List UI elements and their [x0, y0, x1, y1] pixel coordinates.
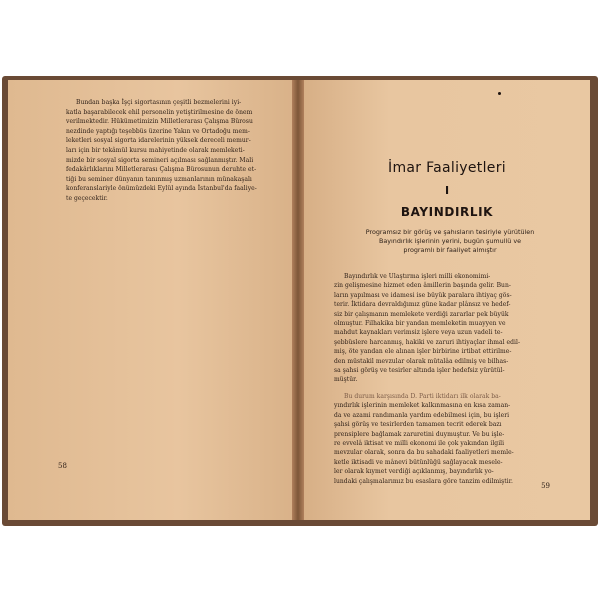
- text-line: leketleri sosyal sigorta idarelerinin yüksek dereceli memur-: [66, 137, 251, 145]
- section-number: I: [444, 184, 450, 197]
- book-spine: [292, 80, 304, 520]
- page-number-left: 58: [58, 462, 67, 470]
- text-line: fedakârlıklarını Milletlerarası Çalışma Bürosunun deruhte et-: [66, 166, 257, 174]
- text-line: verilmektedir. Hükümetimizin Milletlerarası Çalışma Bürosu: [66, 118, 253, 126]
- text-line: mevzular olarak, sonra da bu sahadaki faaliyetleri memle-: [334, 449, 514, 457]
- text-line: Bayındırlık ve Ulaştırma işleri milli ekonomimi-: [344, 273, 491, 280]
- subtitle-line: programlı bir faaliyet almıştır: [403, 246, 497, 254]
- paragraph-gap: [334, 385, 566, 392]
- text-line: ketle iktisadi ve mânevi bütünlüğü sağlayacak mesele-: [334, 458, 503, 466]
- text-line: sa şahsi görüş ve tesirler altında işler hedefsiz yürütül-: [334, 367, 505, 375]
- text-line: lundaki çalışmalarımız bu esaslara göre tanzim edilmiştir.: [334, 477, 513, 485]
- text-line: nezdinde yaptığı teşebbüs üzerine Yakın ve Ortadoğu mem-: [66, 127, 250, 135]
- text-line: zin gelişmesine hizmet eden âmillerin başında gelir. Bun-: [334, 282, 511, 290]
- text-line: Bu durum karşısında D. Parti iktidarı ilk olarak ba-: [344, 392, 501, 400]
- text-line: olmuştur. Filhakika bir yandan memleketin muayyen ve: [334, 320, 506, 328]
- text-line: te geçecektir.: [66, 194, 108, 202]
- left-page: [8, 80, 292, 520]
- text-line: tiği bu seminer dünyanın tanınmış uzmanlarının münakaşalı: [66, 175, 252, 183]
- text-line: terir. İktidara devraldığımız güne kadar plânsız ve hedef-: [334, 301, 511, 309]
- text-line: katla başarabilecek ehil personelin yetiştirilmesine de önem: [66, 108, 253, 116]
- subtitle-line: Bayındırlık işlerinin yerini, bugün şumullü ve: [378, 237, 522, 245]
- text-line: ların yapılması ve idamesi ise büyük paralara ihtiyaç gös-: [334, 291, 512, 299]
- right-page: [304, 80, 590, 520]
- text-line: şahsi görüş ve tesirlerden tamamen tecrit ederek bazı: [334, 421, 502, 429]
- chapter-title: İmar Faaliyetleri: [388, 160, 506, 176]
- page-number-right: 59: [541, 482, 550, 490]
- text-line: şebbüslere harcanmış, hakiki ve zaruri ihtiyaçlar ihmal edil-: [334, 338, 521, 346]
- right-page-text: [334, 272, 566, 486]
- text-line: siz bir çalışmanın memlekete verdiği zararlar pek büyük: [334, 310, 509, 318]
- subtitle-line: Programsız bir görüş ve şahısların tesiriyle yürütülen: [365, 228, 535, 236]
- text-line: ları için bir tekâmül kursu mahiyetinde olarak memleketi-: [66, 146, 245, 154]
- text-line: re evvelâ iktisat ve milli ekonomi ile çok yakından ilgili: [334, 439, 505, 447]
- left-page-text: [66, 98, 266, 204]
- section-subtitle: [334, 228, 566, 255]
- text-line: yındırlık işlerinin memleket kalkınmasına en kısa zaman-: [334, 402, 511, 410]
- text-line: konferanslariyle önümüzdeki Eylül ayında İstanbul'da faaliye-: [66, 185, 257, 193]
- ink-dot: [498, 92, 501, 95]
- text-line: Bundan başka İşçi sigortasının çeşitli bezmelerini iyi-: [76, 99, 242, 106]
- text-line: miş, öte yandan ele alınan işler birbirine irtibat ettirilme-: [334, 348, 512, 356]
- text-line: den müstakil mevzular olarak mütalâa edilmiş ve bilhas-: [334, 357, 509, 365]
- section-title: BAYINDIRLIK: [400, 205, 494, 219]
- text-line: müştür.: [334, 376, 358, 384]
- text-line: mahdut kaynakları verimsiz işlere veya uzun vadeli te-: [334, 329, 503, 337]
- text-line: ler olarak kıymet verdiği açıklanmış, bayındırlık yo-: [334, 468, 494, 476]
- text-line: mizde bir sosyal sigorta semineri açılması sağlanmıştır. Mali: [66, 156, 254, 164]
- text-line: prensiplere bağlamak zaruretini duymuştur. Ve bu işle-: [334, 430, 505, 438]
- text-line: da ve azami randımanla yardım edebilmesi için, bu işleri: [334, 411, 510, 419]
